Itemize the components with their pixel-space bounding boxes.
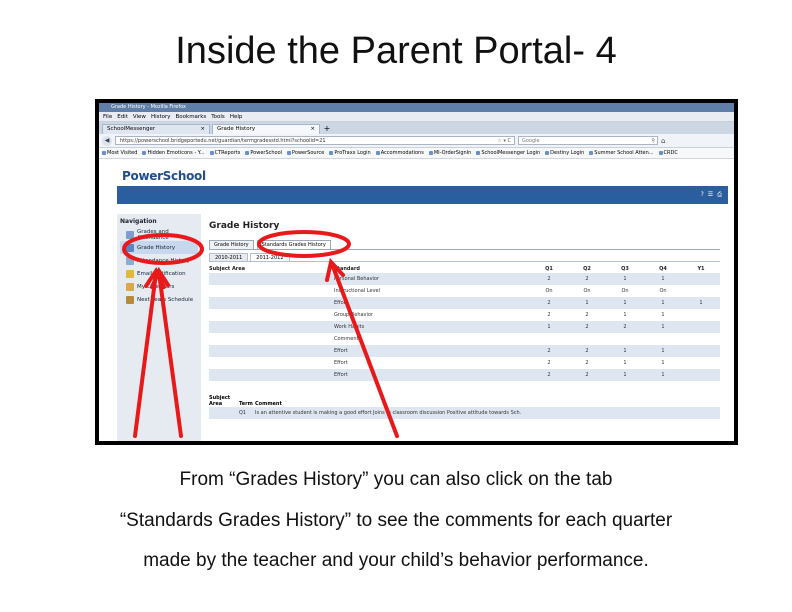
bookmark-label: Destiny Login — [550, 150, 585, 156]
powerschool-toolbar — [117, 186, 728, 204]
powerschool-body — [117, 214, 728, 441]
column-header: Comment — [255, 401, 282, 407]
bookmark-icon — [545, 151, 549, 155]
tab-year-2011-2012[interactable]: 2011-2012 — [250, 253, 289, 261]
table-cell — [209, 357, 334, 369]
table-cell: Q1 — [239, 407, 255, 419]
table-header-row — [209, 264, 720, 273]
table-cell: 1 — [606, 369, 644, 381]
table-cell: 1 — [644, 321, 682, 333]
nav-item-attendance-history[interactable] — [120, 254, 198, 267]
caption-line-1: From “Grades History” you can also click on the tab — [179, 469, 613, 490]
table-cell: Instructional Level — [334, 288, 381, 294]
table-row — [209, 333, 720, 345]
bookmark-item[interactable] — [287, 150, 324, 156]
table-cell: Effort — [334, 360, 348, 366]
table-cell: Comments — [334, 336, 362, 342]
menu-bookmarks[interactable]: Bookmarks — [175, 114, 207, 120]
table-cell: Group Behavior — [334, 312, 374, 318]
table-cell: 2 — [530, 345, 568, 357]
tab-year-2010-2011[interactable]: 2010-2011 — [209, 253, 248, 261]
table-cell: 1 — [568, 297, 606, 309]
table-cell — [209, 309, 334, 321]
menu-file[interactable]: File — [103, 114, 113, 120]
bookmark-icon — [287, 151, 291, 155]
help-icon[interactable]: ? — [700, 191, 704, 198]
nav-item-label: My Calendars — [137, 283, 175, 290]
slide-title: Inside the Parent Portal- 4 — [175, 30, 617, 72]
browser-tab-grade-history[interactable] — [212, 124, 320, 134]
nav-item-grade-history[interactable] — [120, 241, 198, 254]
bookmark-icon — [476, 151, 480, 155]
table-cell — [682, 357, 720, 369]
table-cell — [682, 285, 720, 297]
menu-icon[interactable]: ☰ — [707, 191, 714, 198]
table-cell: Effort — [334, 297, 530, 309]
table-cell — [682, 369, 720, 381]
table-header-row — [209, 395, 720, 407]
table-row — [209, 369, 720, 381]
bookmark-item[interactable] — [210, 150, 241, 156]
table-cell: 1 — [661, 312, 665, 318]
bookmark-item[interactable] — [329, 150, 370, 156]
history-icon — [126, 244, 134, 252]
table-cell: 1 — [661, 360, 665, 366]
bookmark-item[interactable] — [659, 150, 678, 156]
table-cell: Work Habits — [334, 321, 530, 333]
bookmark-label: Most Visited — [107, 150, 138, 156]
bookmark-icon — [142, 151, 146, 155]
table-cell — [209, 369, 334, 381]
table-row — [209, 321, 720, 333]
table-cell: 1 — [623, 360, 627, 366]
bookmark-icon — [376, 151, 380, 155]
navigation-heading: Navigation — [120, 218, 157, 225]
table-cell: Personal Behavior — [334, 273, 530, 285]
table-cell: 1 — [682, 297, 720, 309]
table-cell: 2 — [568, 273, 606, 285]
table-cell: 1 — [606, 273, 644, 285]
caption-line-2: “Standards Grades History” to see the comments for each quarter — [119, 510, 673, 531]
grades-icon — [126, 231, 134, 239]
column-header: Q2 — [568, 264, 606, 273]
browser-tab-schoolmessenger[interactable] — [102, 124, 210, 134]
menu-bar — [99, 112, 734, 122]
column-header: Standard — [334, 264, 530, 273]
table-cell: 2 — [568, 321, 606, 333]
powerschool-header — [99, 159, 734, 186]
url-text: https://powerschool.bridgeportedu.net/guardian/termgradesstd.html?schoolid=21 — [120, 138, 326, 144]
year-tabs — [209, 253, 720, 262]
table-cell: 1 — [644, 297, 682, 309]
column-header: Term — [239, 401, 253, 407]
nav-item-grades-attendance[interactable] — [120, 228, 198, 241]
bookmark-label: SchoolMessenger Login — [481, 150, 541, 156]
table-cell: 1 — [530, 321, 568, 333]
standards-table — [209, 264, 720, 381]
bookmark-icon — [329, 151, 333, 155]
bookmark-item[interactable] — [429, 150, 472, 156]
table-cell: 1 — [644, 345, 682, 357]
table-cell — [209, 321, 334, 333]
nav-item-my-calendars[interactable] — [120, 280, 198, 293]
close-icon[interactable]: × — [310, 126, 315, 132]
new-tab-button[interactable]: + — [323, 124, 331, 133]
bookmark-label: ProTraxx Login — [334, 150, 371, 156]
bookmark-icon — [102, 151, 106, 155]
table-row — [209, 357, 720, 369]
menu-tools[interactable]: Tools — [211, 114, 225, 120]
nav-item-label: Grade History — [137, 244, 176, 251]
table-cell: 2 — [547, 360, 551, 366]
bookmark-item[interactable] — [245, 150, 282, 156]
comments-table — [209, 395, 720, 419]
bookmark-icon — [659, 151, 663, 155]
bookmark-label: CRDC — [663, 150, 678, 156]
table-cell: 1 — [644, 369, 682, 381]
bookmark-label: Summer School Atten... — [594, 150, 654, 156]
main-content — [201, 214, 728, 441]
schedule-icon — [126, 296, 134, 304]
table-row — [209, 345, 720, 357]
caption-line-3: made by the teacher and your child’s behavior performance. — [143, 550, 649, 571]
column-header: Subject Area — [209, 395, 231, 407]
table-cell: On — [659, 288, 667, 294]
table-cell: 2 — [530, 273, 568, 285]
table-row — [209, 297, 720, 309]
nav-item-next-years-schedule[interactable] — [120, 293, 198, 306]
tab-grade-history[interactable]: Grade History — [209, 240, 254, 249]
table-cell: 2 — [568, 345, 606, 357]
tab-standards-grades-history[interactable]: Standards Grades History — [257, 240, 331, 249]
table-cell: 1 — [644, 273, 682, 285]
table-cell: 2 — [585, 312, 589, 318]
nav-item-email-notification[interactable] — [120, 267, 198, 280]
table-cell — [209, 345, 334, 357]
nav-item-label: Attendance History — [137, 257, 190, 264]
bookmark-label: MI-OrderSignIn — [433, 150, 472, 156]
table-cell — [530, 333, 568, 345]
table-cell — [209, 407, 239, 419]
bookmark-item[interactable] — [589, 150, 653, 156]
table-cell — [682, 333, 720, 345]
bookmark-label: CTReports — [214, 150, 241, 156]
table-cell: On — [583, 288, 591, 294]
table-cell — [606, 333, 644, 345]
table-cell — [682, 345, 720, 357]
bookmark-icon — [210, 151, 214, 155]
browser-tab-label: SchoolMessenger — [107, 126, 156, 132]
window-title: Grade History - Mozilla Firefox — [99, 103, 734, 112]
page-tabs — [209, 240, 720, 250]
navigation-sidebar — [117, 214, 201, 441]
table-cell: On — [545, 288, 553, 294]
menu-edit[interactable]: Edit — [117, 114, 128, 120]
menu-help[interactable]: Help — [229, 114, 243, 120]
column-header: Q3 — [606, 264, 644, 273]
table-cell: 1 — [606, 297, 644, 309]
table-row — [209, 407, 720, 419]
table-cell: 2 — [568, 369, 606, 381]
print-icon[interactable]: ⎙ — [717, 191, 722, 198]
table-cell: Effort — [334, 345, 530, 357]
search-input[interactable] — [518, 136, 658, 145]
table-row — [209, 273, 720, 285]
column-header: Q4 — [644, 264, 682, 273]
table-cell — [209, 333, 334, 345]
table-row — [209, 309, 720, 321]
nav-item-label: Grades and Attendance — [137, 228, 169, 241]
table-cell: 1 — [623, 312, 627, 318]
table-cell: 2 — [530, 369, 568, 381]
bookmark-item[interactable] — [142, 150, 204, 156]
bookmark-label: Hidden Emoticons - Y... — [147, 150, 205, 156]
table-cell — [644, 333, 682, 345]
table-cell — [568, 333, 606, 345]
bookmark-item[interactable] — [476, 150, 540, 156]
table-cell: Effort — [334, 369, 530, 381]
bookmark-icon — [589, 151, 593, 155]
table-cell: 1 — [606, 345, 644, 357]
browser-tab-label: Grade History — [217, 126, 256, 132]
menu-history[interactable]: History — [150, 114, 171, 120]
table-row — [209, 285, 720, 297]
url-bar[interactable] — [115, 136, 515, 145]
search-icon[interactable]: ⚲ — [651, 138, 655, 144]
close-icon[interactable]: × — [200, 126, 205, 132]
menu-view[interactable]: View — [132, 114, 146, 120]
column-header: Q1 — [530, 264, 568, 273]
table-cell — [209, 285, 334, 297]
nav-item-label: Next Years Schedule — [137, 296, 194, 303]
table-cell: 2 — [606, 321, 644, 333]
bookmark-label: PowerSchool — [250, 150, 283, 156]
table-cell — [209, 273, 334, 285]
email-icon — [126, 270, 134, 278]
browser-window — [99, 103, 734, 441]
navigation-toolbar — [99, 134, 734, 148]
bookmark-icon — [429, 151, 433, 155]
bookmark-icon — [245, 151, 249, 155]
table-cell: Is an attentive student is making a good effort Joins in classroom discussion Positive attitude towards Sch. — [255, 407, 720, 419]
table-cell — [209, 297, 334, 309]
table-cell — [682, 309, 720, 321]
table-cell — [682, 321, 720, 333]
calendar-icon — [126, 283, 134, 291]
table-cell: On — [621, 288, 629, 294]
bookmark-item[interactable] — [376, 150, 424, 156]
bookmark-label: PowerSource — [292, 150, 325, 156]
column-header: Y1 — [682, 264, 720, 273]
url-controls[interactable]: ☆ ▾ C — [497, 138, 511, 144]
bookmark-item[interactable] — [102, 150, 137, 156]
powerschool-logo[interactable]: PowerSchool — [122, 169, 206, 183]
table-cell — [682, 273, 720, 285]
table-cell: 2 — [530, 297, 568, 309]
bookmarks-bar — [99, 148, 734, 159]
screenshot-frame — [95, 99, 738, 445]
home-icon[interactable]: ⌂ — [661, 136, 666, 145]
bookmark-item[interactable] — [545, 150, 584, 156]
back-icon[interactable]: ◀ — [102, 136, 112, 146]
browser-tab-bar — [99, 122, 734, 134]
bookmark-label: Accommodations — [380, 150, 424, 156]
table-cell: 2 — [547, 312, 551, 318]
table-cell: 2 — [585, 360, 589, 366]
search-placeholder: Google — [522, 138, 540, 144]
clock-icon — [126, 257, 134, 265]
nav-item-label: Email Notification — [137, 270, 186, 277]
column-header: Subject Area — [209, 264, 334, 273]
page-title: Grade History — [209, 221, 280, 231]
